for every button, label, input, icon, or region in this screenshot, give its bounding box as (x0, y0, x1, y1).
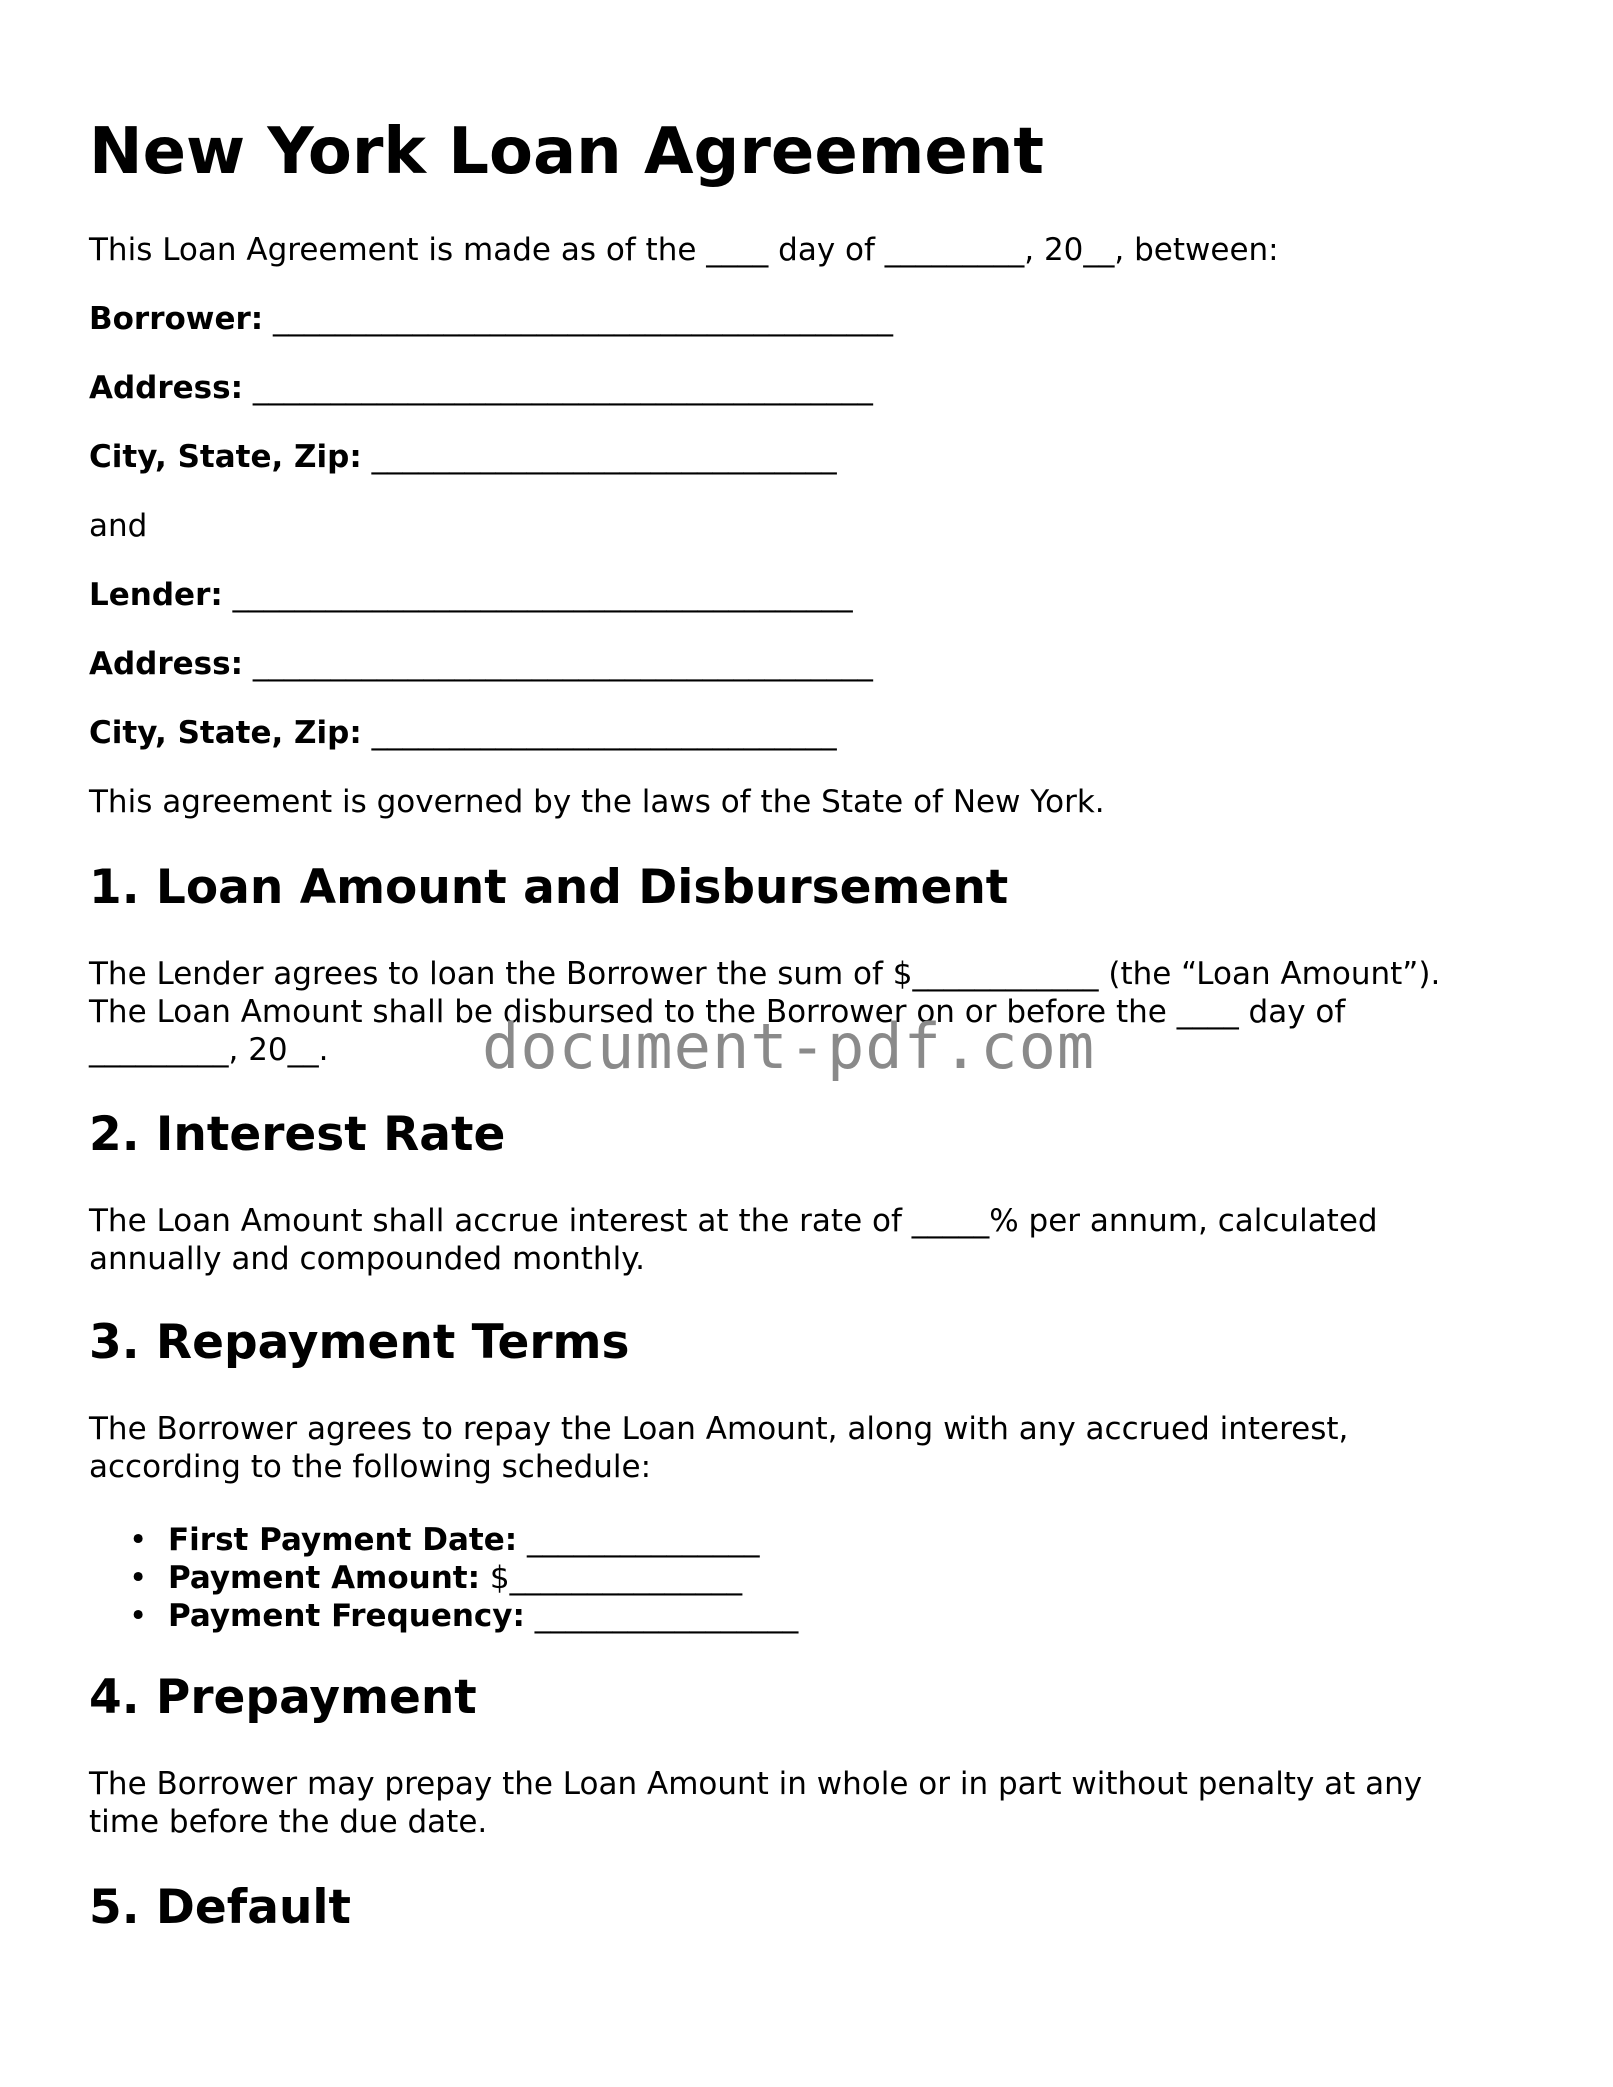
list-item (89, 1559, 798, 1597)
payment-amount-label: Payment Amount: (168, 1560, 481, 1596)
bullet-icon: • (129, 1522, 148, 1558)
body-line: annually and compounded monthly. (89, 1241, 645, 1277)
first-payment-date-line: _______________ (526, 1522, 760, 1558)
section-heading-prepayment: 4. Prepayment (89, 1670, 477, 1725)
borrower-address-line: ________________________________________ (252, 370, 873, 406)
first-payment-date-label: First Payment Date: (168, 1522, 518, 1558)
payment-frequency-line: _________________ (534, 1598, 799, 1634)
lender-city-field (89, 714, 837, 752)
list-item (89, 1597, 798, 1635)
section-body-repayment-terms (89, 1410, 1348, 1486)
section-heading-loan-amount: 1. Loan Amount and Disbursement (89, 860, 1009, 915)
section-body-interest-rate (89, 1202, 1378, 1278)
body-line: according to the following schedule: (89, 1449, 652, 1485)
governing-law-text: This agreement is governed by the laws of the State of New York. (89, 784, 1105, 820)
lender-city-label: City, State, Zip: (89, 715, 362, 751)
intro-paragraph: This Loan Agreement is made as of the ____ day of _________, 20__, between: (89, 232, 1279, 268)
bullet-icon: • (129, 1598, 148, 1634)
document-title: New York Loan Agreement (89, 115, 1044, 189)
bullet-icon: • (129, 1560, 148, 1596)
lender-city-line: ______________________________ (371, 715, 837, 751)
lender-address-field (89, 645, 873, 683)
borrower-city-label: City, State, Zip: (89, 439, 362, 475)
section-heading-interest-rate: 2. Interest Rate (89, 1107, 506, 1162)
borrower-address-label: Address: (89, 370, 243, 406)
lender-address-label: Address: (89, 646, 243, 682)
body-line: The Lender agrees to loan the Borrower the sum of $____________ (the “Loan Amount”). (89, 956, 1441, 992)
lender-name-line: ________________________________________ (232, 577, 853, 613)
borrower-city-line: ______________________________ (371, 439, 837, 475)
and-text: and (89, 508, 148, 544)
body-line: The Borrower may prepay the Loan Amount in whole or in part without penalty at any (89, 1766, 1423, 1802)
body-line: time before the due date. (89, 1804, 488, 1840)
borrower-address-field (89, 369, 873, 407)
watermark-text: document-pdf.com (482, 1010, 1096, 1083)
list-item (89, 1521, 798, 1559)
body-line: The Borrower agrees to repay the Loan Amount, along with any accrued interest, (89, 1411, 1349, 1447)
borrower-city-field (89, 438, 837, 476)
borrower-name-field (89, 300, 893, 338)
borrower-name-line: ________________________________________ (273, 301, 894, 337)
section-heading-repayment-terms: 3. Repayment Terms (89, 1315, 630, 1370)
section-heading-default: 5. Default (89, 1880, 352, 1935)
body-line: _________, 20__. (89, 1032, 329, 1068)
payment-amount-line: $_______________ (489, 1560, 743, 1596)
repayment-schedule-list (89, 1521, 798, 1635)
lender-name-label: Lender: (89, 577, 223, 613)
body-line: The Loan Amount shall be disbursed to the Borrower on or before the ____ day of (89, 994, 1346, 1030)
payment-frequency-label: Payment Frequency: (168, 1598, 525, 1634)
section-body-prepayment (89, 1765, 1422, 1841)
borrower-name-label: Borrower: (89, 301, 264, 337)
body-line: The Loan Amount shall accrue interest at the rate of _____% per annum, calculated (89, 1203, 1378, 1239)
lender-name-field (89, 576, 853, 614)
lender-address-line: ________________________________________ (252, 646, 873, 682)
